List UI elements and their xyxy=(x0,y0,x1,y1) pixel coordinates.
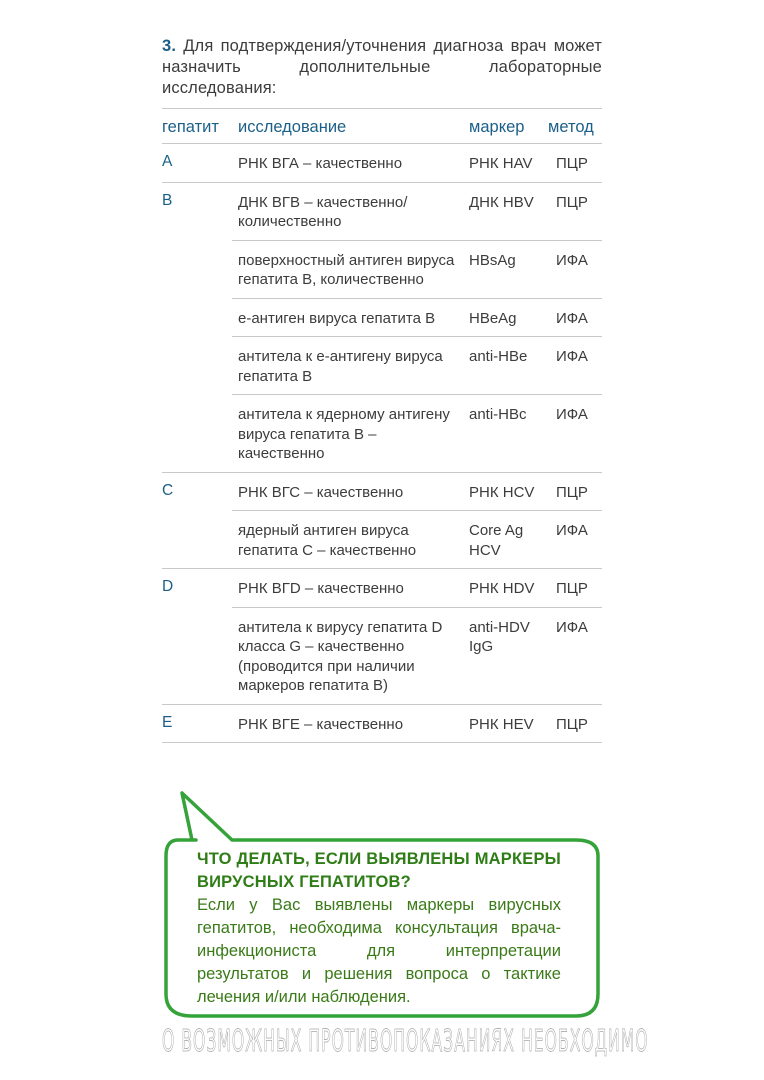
callout-body: Если у Вас выявлены маркеры вирусных гепатитов, необходима консультация врача-инфекциониста для интерпретации результатов и решения вопроса о тактике лечения и/или наблюдения. xyxy=(197,896,561,1006)
marker-cell: ДНК HBV xyxy=(469,193,534,211)
study-cell: антитела к ядерному антигену вируса гепатита В – качественно xyxy=(238,406,450,462)
marker-cell: anti-HBe xyxy=(469,348,528,365)
hepatitis-letter: B xyxy=(162,191,173,209)
marker-cell: РНК HCV xyxy=(469,483,535,501)
marker-cell: anti-HBc xyxy=(469,406,527,423)
intro-text: Для подтверждения/уточнения диагноза врач может назначить дополнительные лабораторные исследования: xyxy=(162,37,602,97)
hepatitis-letter: E xyxy=(162,713,173,731)
marker-cell: Core Ag HCV xyxy=(469,522,524,559)
method-cell: ИФА xyxy=(556,618,588,636)
method-cell: ИФА xyxy=(556,406,588,423)
study-cell: е-антиген вируса гепатита В xyxy=(238,309,436,327)
method-cell: ИФА xyxy=(556,251,588,269)
study-cell: РНК ВГD – качественно xyxy=(238,580,404,597)
marker-cell: РНК HEV xyxy=(469,715,534,733)
item-number: 3. xyxy=(162,37,177,55)
study-cell: антитела к вирусу гепатита D класса G – качественно (проводится при наличии маркеров гепатита В) xyxy=(238,618,443,694)
marker-cell: РНК HDV xyxy=(469,580,535,597)
method-cell: ПЦР xyxy=(556,193,588,211)
marker-cell: РНК HAV xyxy=(469,155,533,172)
callout-content xyxy=(197,848,561,1009)
header-method: метод xyxy=(548,118,594,136)
hepatitis-letter: A xyxy=(162,153,173,170)
study-cell: РНК ВГЕ – качественно xyxy=(238,715,404,733)
method-cell: ИФА xyxy=(556,348,588,365)
study-cell: ДНК ВГВ – качественно/ количественно xyxy=(238,193,408,230)
marker-cell: HBsAg xyxy=(469,251,516,269)
method-cell: ПЦР xyxy=(556,155,588,172)
header-hepatitis: гепатит xyxy=(162,118,219,136)
hepatitis-letter: C xyxy=(162,481,174,499)
method-cell: ИФА xyxy=(556,522,588,539)
study-cell: поверхностный антиген вируса гепатита В, количественно xyxy=(238,251,455,288)
method-cell: ПЦР xyxy=(556,580,588,597)
method-cell: ИФА xyxy=(556,309,588,327)
study-cell: РНК ВГА – качественно xyxy=(238,155,403,172)
marker-cell: anti-HDV IgG xyxy=(469,618,530,655)
study-cell: РНК ВГС – качественно xyxy=(238,483,404,501)
header-marker: маркер xyxy=(469,118,525,136)
callout-title: ЧТО ДЕЛАТЬ, ЕСЛИ ВЫЯВЛЕНЫ МАРКЕРЫ ВИРУСНЫХ ГЕПАТИТОВ? xyxy=(197,850,561,891)
header-study: исследование xyxy=(238,118,347,136)
method-cell: ПЦР xyxy=(556,483,588,501)
study-cell: ядерный антиген вируса гепатита С – качественно xyxy=(238,522,417,559)
method-cell: ПЦР xyxy=(556,715,588,733)
marker-cell: HBeAg xyxy=(469,309,517,327)
bottom-outline-text: О ВОЗМОЖНЫХ ПРОТИВОПОКАЗАНИЯХ НЕОБХОДИМО xyxy=(162,1024,649,1059)
hepatitis-letter: D xyxy=(162,578,174,595)
study-cell: антитела к е-антигену вируса гепатита В xyxy=(238,348,443,385)
